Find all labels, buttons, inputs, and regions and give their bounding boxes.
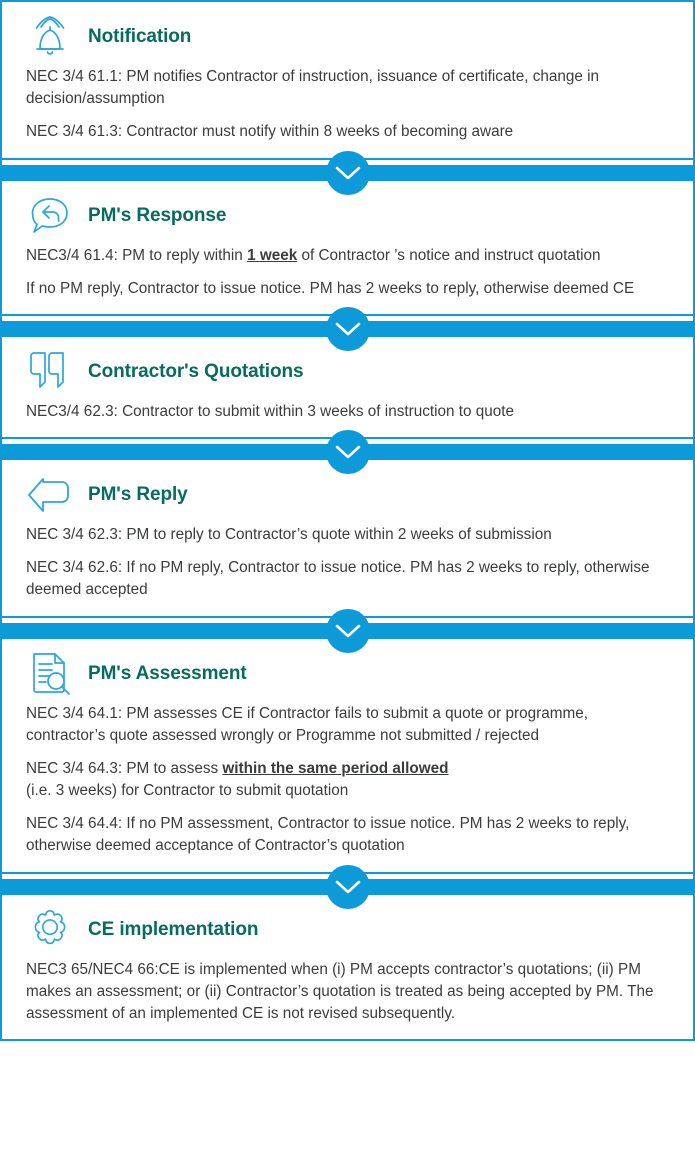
step-paragraph xyxy=(26,401,669,423)
step-title: PM's Response xyxy=(88,204,227,226)
step-card-pms-reply xyxy=(0,458,695,618)
step-connector xyxy=(0,160,695,179)
step-title: PM's Reply xyxy=(88,484,188,506)
emphasised-text: 1 week xyxy=(247,246,298,264)
step-card-notification xyxy=(0,0,695,160)
step-header xyxy=(26,470,669,520)
quotation-marks-icon xyxy=(26,349,74,395)
step-connector xyxy=(0,618,695,637)
step-title: Notification xyxy=(88,26,192,47)
step-paragraph xyxy=(26,245,669,267)
chevron-down-icon xyxy=(326,865,370,909)
step-title: CE implementation xyxy=(88,918,259,940)
step-paragraph xyxy=(26,758,669,802)
step-header xyxy=(26,347,669,397)
step-body xyxy=(26,703,669,858)
left-arrow-icon xyxy=(26,472,74,518)
step-paragraph xyxy=(26,121,669,143)
paragraph-text: NEC 3/4 62.3: PM to reply to Contractor’s quote within 2 weeks of submission xyxy=(26,526,552,544)
step-connector xyxy=(0,874,695,893)
paragraph-text: NEC3 65/NEC4 66:CE is implemented when (i) PM accepts contractor’s quotations; (ii) PM makes an assessment; or (ii) Contractor’s quotation is treated as being accepted by PM. The assessment of an implemented CE is not revised subsequently. xyxy=(26,960,654,1022)
step-body xyxy=(26,401,669,423)
chevron-down-icon xyxy=(326,151,370,195)
step-body xyxy=(26,959,669,1026)
step-card-pms-response xyxy=(0,179,695,316)
step-title: PM's Assessment xyxy=(88,662,247,684)
paragraph-text: (i.e. 3 weeks) for Contractor to submit quotation xyxy=(26,782,349,800)
step-body xyxy=(26,245,669,300)
document-search-icon xyxy=(26,651,74,697)
paragraph-text: If no PM reply, Contractor to issue notice. PM has 2 weeks to reply, otherwise deemed CE xyxy=(26,279,635,297)
paragraph-text: of Contractor ’s notice and instruct quotation xyxy=(297,246,601,264)
paragraph-text: NEC 3/4 61.3: Contractor must notify within 8 weeks of becoming aware xyxy=(26,123,514,141)
emphasised-text: within the same period allowed xyxy=(222,759,449,777)
step-body xyxy=(26,66,669,144)
step-header xyxy=(26,905,669,955)
step-header xyxy=(26,12,669,62)
chevron-down-icon xyxy=(326,609,370,653)
paragraph-text: NEC 3/4 62.6: If no PM reply, Contractor to issue notice. PM has 2 weeks to reply, otherwise deemed accepted xyxy=(26,559,650,599)
step-paragraph xyxy=(26,557,669,601)
step-header xyxy=(26,649,669,699)
step-title: Contractor's Quotations xyxy=(88,360,304,382)
paragraph-text: NEC3/4 61.4: PM to reply within xyxy=(26,246,248,264)
step-body xyxy=(26,524,669,602)
step-card-pms-assessment xyxy=(0,637,695,874)
paragraph-text: NEC 3/4 61.1: PM notifies Contractor of instruction, issuance of certificate, change in decision/assumption xyxy=(26,68,600,108)
step-paragraph xyxy=(26,66,669,110)
step-paragraph xyxy=(26,703,669,747)
step-paragraph xyxy=(26,278,669,300)
chevron-down-icon xyxy=(326,430,370,474)
step-connector xyxy=(0,316,695,335)
chevron-down-icon xyxy=(326,307,370,351)
speech-bubble-reply-icon xyxy=(26,193,74,239)
bell-icon xyxy=(26,14,74,60)
step-card-ce-implementation xyxy=(0,893,695,1042)
step-connector xyxy=(0,439,695,458)
step-header xyxy=(26,191,669,241)
step-paragraph xyxy=(26,524,669,546)
gear-icon xyxy=(26,907,74,953)
paragraph-text: NEC 3/4 64.1: PM assesses CE if Contractor fails to submit a quote or programme, contractor’s quote assessed wrongly or Programme not submitted / rejected xyxy=(26,704,588,744)
step-paragraph xyxy=(26,959,669,1026)
paragraph-text: NEC 3/4 64.3: PM to assess xyxy=(26,759,223,777)
paragraph-text: NEC3/4 62.3: Contractor to submit within 3 weeks of instruction to quote xyxy=(26,402,515,420)
paragraph-text: NEC 3/4 64.4: If no PM assessment, Contractor to issue notice. PM has 2 weeks to reply, otherwise deemed acceptance of Contractor’s quotation xyxy=(26,815,630,855)
step-paragraph xyxy=(26,813,669,857)
